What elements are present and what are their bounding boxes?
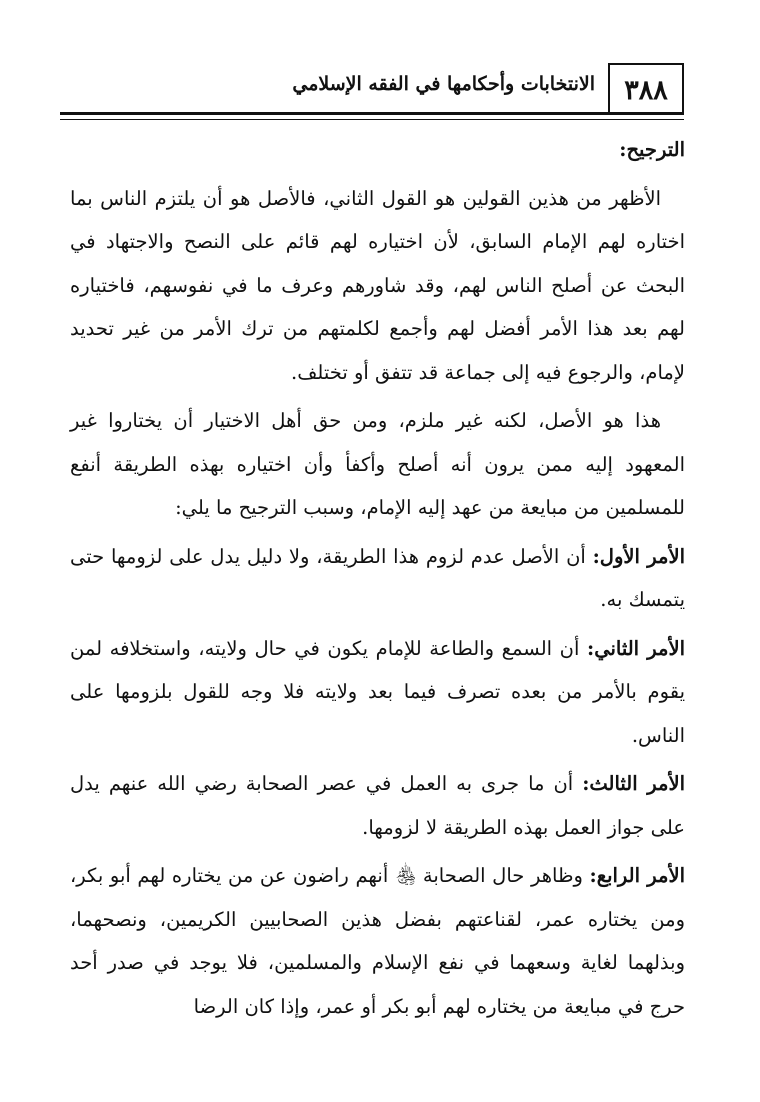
paragraph-2: هذا هو الأصل، لكنه غير ملزم، ومن حق أهل الاختيار أن يختاروا غير المعهود إليه ممن يرون أنه أصلح وأكفأ وأن اختياره بهذه الطريقة أنفع للمسلمين من مبايعة من عهد إليه الإمام، وسبب الترجيح ما يلي: xyxy=(70,409,685,519)
reason-4-text: وظاهر حال الصحابة ﵃ أنهم راضون عن من يختاره لهم أبو بكر، ومن يختاره عمر، لقناعتهم بفضل هذين الصحابيين الكريمين، ونصحهما، وبذلهما لغاية وسعهما في نفع الإسلام والمسلمين، فلا يوجد في صدر أحد حرج في مبايعة من يختاره لهم أبو بكر أو عمر، وإذا كان الرضا xyxy=(70,864,685,1018)
section-heading: الترجيح: xyxy=(619,138,685,161)
reason-4 xyxy=(70,854,685,1028)
reason-2-label: الأمر الثاني: xyxy=(587,636,685,660)
reason-3 xyxy=(70,762,685,849)
header-rule-thin xyxy=(60,119,684,120)
reason-1-label: الأمر الأول: xyxy=(592,544,685,568)
paragraph-1: الأظهر من هذين القولين هو القول الثاني، فالأصل هو أن يلتزم الناس بما اختاره لهم الإمام السابق، لأن اختياره لهم قائم على النصح والاجتهاد في البحث عن أصلح الناس لهم، وقد شاورهم وعرف ما في نفوسهم، فاختياره لهم بعد هذا الأمر أفضل لهم وأجمع لكلمتهم من ترك الأمر من غير تحديد لإمام، والرجوع فيه إلى جماعة قد تتفق أو تختلف. xyxy=(70,186,685,384)
page-body xyxy=(70,128,685,1028)
header-rule xyxy=(60,112,684,115)
reason-3-text: أن ما جرى به العمل في عصر الصحابة رضي الله عنهم يدل على جواز العمل بهذه الطريقة لا لزومها. xyxy=(70,772,685,839)
page-header xyxy=(60,55,684,117)
running-title: الانتخابات وأحكامها في الفقه الإسلامي xyxy=(292,73,595,95)
reason-4-label: الأمر الرابع: xyxy=(589,864,685,887)
reason-2-text: أن السمع والطاعة للإمام يكون في حال ولايته، واستخلافه لمن يقوم بالأمر من بعده تصرف فيما بعد ولايته فلا وجه للقول بلزومها على الناس. xyxy=(70,636,685,747)
reason-3-label: الأمر الثالث: xyxy=(582,772,685,795)
reason-1 xyxy=(70,535,685,622)
reason-2 xyxy=(70,627,685,758)
reason-1-text: أن الأصل عدم لزوم هذا الطريقة، ولا دليل يدل على لزومها حتى يتمسك به. xyxy=(70,544,685,611)
page-number: ٣٨٨ xyxy=(608,63,684,115)
